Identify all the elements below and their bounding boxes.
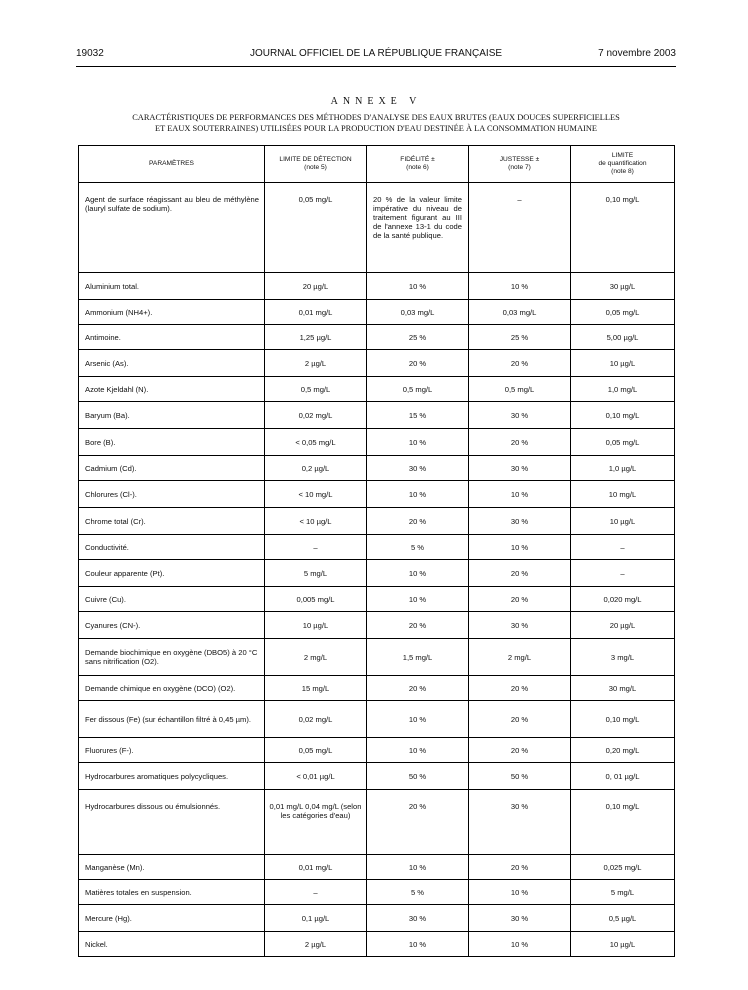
cell-justesse: 30 % bbox=[469, 905, 571, 932]
table-row bbox=[79, 790, 675, 855]
cell-parametre: Azote Kjeldahl (N). bbox=[79, 377, 265, 402]
table-row bbox=[79, 612, 675, 639]
column-header-justesse: JUSTESSE ± (note 7) bbox=[469, 146, 571, 183]
performance-table bbox=[78, 145, 675, 957]
cell-fidelite: 20 % bbox=[367, 676, 469, 701]
cell-parametre: Manganèse (Mn). bbox=[79, 855, 265, 880]
cell-justesse: 10 % bbox=[469, 880, 571, 905]
cell-fidelite: 20 % de la valeur limite impérative du niveau de traitement figurant au III de l'annexe 13-1 du code de la santé publique. bbox=[367, 183, 469, 273]
cell-parametre: Chlorures (Cl-). bbox=[79, 481, 265, 508]
cell-fidelite: 10 % bbox=[367, 587, 469, 612]
cell-parametre: Antimoine. bbox=[79, 325, 265, 350]
table-row bbox=[79, 639, 675, 676]
cell-limite-quantification: 0,10 mg/L bbox=[571, 790, 675, 855]
table-row bbox=[79, 508, 675, 535]
table-row bbox=[79, 183, 675, 273]
cell-justesse: 0,03 mg/L bbox=[469, 300, 571, 325]
journal-title: JOURNAL OFFICIEL DE LA RÉPUBLIQUE FRANÇAISE bbox=[249, 48, 503, 59]
cell-fidelite: 20 % bbox=[367, 508, 469, 535]
cell-limite-detection: < 10 mg/L bbox=[265, 481, 367, 508]
cell-parametre: Demande biochimique en oxygène (DBO5) à 20 °C sans nitrification (O2). bbox=[79, 639, 265, 676]
cell-parametre: Couleur apparente (Pt). bbox=[79, 560, 265, 587]
cell-fidelite: 25 % bbox=[367, 325, 469, 350]
cell-limite-quantification: 1,0 mg/L bbox=[571, 377, 675, 402]
table-row bbox=[79, 587, 675, 612]
cell-limite-detection: 0,1 µg/L bbox=[265, 905, 367, 932]
cell-parametre: Mercure (Hg). bbox=[79, 905, 265, 932]
cell-limite-quantification: 5,00 µg/L bbox=[571, 325, 675, 350]
cell-limite-detection: 2 µg/L bbox=[265, 350, 367, 377]
cell-parametre: Fer dissous (Fe) (sur échantillon filtré à 0,45 µm). bbox=[79, 701, 265, 738]
table-row bbox=[79, 300, 675, 325]
publication-date: 7 novembre 2003 bbox=[598, 48, 676, 59]
cell-fidelite: 1,5 mg/L bbox=[367, 639, 469, 676]
cell-parametre: Chrome total (Cr). bbox=[79, 508, 265, 535]
cell-justesse: 2 mg/L bbox=[469, 639, 571, 676]
cell-parametre: Cadmium (Cd). bbox=[79, 456, 265, 481]
cell-justesse: 30 % bbox=[469, 402, 571, 429]
cell-limite-quantification: 0,05 mg/L bbox=[571, 300, 675, 325]
cell-limite-quantification: 5 mg/L bbox=[571, 880, 675, 905]
cell-limite-quantification: 0,20 mg/L bbox=[571, 738, 675, 763]
cell-limite-detection: 2 mg/L bbox=[265, 639, 367, 676]
cell-limite-quantification: 10 µg/L bbox=[571, 350, 675, 377]
cell-limite-quantification: 0,025 mg/L bbox=[571, 855, 675, 880]
cell-fidelite: 0,5 mg/L bbox=[367, 377, 469, 402]
cell-limite-quantification: – bbox=[571, 535, 675, 560]
cell-limite-quantification: 0,020 mg/L bbox=[571, 587, 675, 612]
cell-limite-quantification: 30 µg/L bbox=[571, 273, 675, 300]
cell-fidelite: 20 % bbox=[367, 612, 469, 639]
cell-parametre: Ammonium (NH4+). bbox=[79, 300, 265, 325]
cell-justesse: 20 % bbox=[469, 738, 571, 763]
table-row bbox=[79, 880, 675, 905]
table-row bbox=[79, 377, 675, 402]
annex-title: ANNEXE V bbox=[330, 96, 422, 107]
cell-justesse: – bbox=[469, 183, 571, 273]
cell-fidelite: 5 % bbox=[367, 535, 469, 560]
table-header-row bbox=[79, 146, 675, 183]
cell-fidelite: 10 % bbox=[367, 855, 469, 880]
cell-parametre: Demande chimique en oxygène (DCO) (O2). bbox=[79, 676, 265, 701]
cell-limite-quantification: 1,0 µg/L bbox=[571, 456, 675, 481]
cell-fidelite: 10 % bbox=[367, 481, 469, 508]
cell-fidelite: 10 % bbox=[367, 273, 469, 300]
cell-justesse: 10 % bbox=[469, 273, 571, 300]
cell-fidelite: 5 % bbox=[367, 880, 469, 905]
cell-justesse: 20 % bbox=[469, 429, 571, 456]
table-row bbox=[79, 855, 675, 880]
cell-justesse: 30 % bbox=[469, 456, 571, 481]
cell-limite-detection: 0,01 mg/L bbox=[265, 300, 367, 325]
cell-fidelite: 30 % bbox=[367, 905, 469, 932]
table-row bbox=[79, 763, 675, 790]
page-header bbox=[76, 48, 676, 64]
cell-parametre: Conductivité. bbox=[79, 535, 265, 560]
table-row bbox=[79, 701, 675, 738]
cell-parametre: Matières totales en suspension. bbox=[79, 880, 265, 905]
table-row bbox=[79, 402, 675, 429]
cell-fidelite: 10 % bbox=[367, 738, 469, 763]
caption-line-1: CARACTÉRISTIQUES DE PERFORMANCES DES MÉTHODES D'ANALYSE DES EAUX BRUTES (EAUX DOUCES SUPERFICIELLES bbox=[132, 113, 620, 122]
cell-limite-detection: < 0,05 mg/L bbox=[265, 429, 367, 456]
cell-fidelite: 10 % bbox=[367, 429, 469, 456]
cell-limite-quantification: 10 µg/L bbox=[571, 508, 675, 535]
cell-limite-quantification: 0, 01 µg/L bbox=[571, 763, 675, 790]
cell-limite-quantification: 20 µg/L bbox=[571, 612, 675, 639]
cell-limite-quantification: 0,10 mg/L bbox=[571, 183, 675, 273]
table-row bbox=[79, 429, 675, 456]
cell-justesse: 10 % bbox=[469, 535, 571, 560]
cell-justesse: 10 % bbox=[469, 481, 571, 508]
cell-limite-quantification: 0,5 µg/L bbox=[571, 905, 675, 932]
table-row bbox=[79, 905, 675, 932]
table-row bbox=[79, 560, 675, 587]
cell-limite-detection: 0,2 µg/L bbox=[265, 456, 367, 481]
table-row bbox=[79, 481, 675, 508]
cell-justesse: 25 % bbox=[469, 325, 571, 350]
cell-limite-detection: 0,05 mg/L bbox=[265, 738, 367, 763]
column-header-quantification: LIMITE de quantification (note 8) bbox=[571, 146, 675, 183]
cell-fidelite: 10 % bbox=[367, 701, 469, 738]
cell-limite-detection: 2 µg/L bbox=[265, 932, 367, 957]
cell-parametre: Aluminium total. bbox=[79, 273, 265, 300]
cell-justesse: 20 % bbox=[469, 855, 571, 880]
cell-fidelite: 0,03 mg/L bbox=[367, 300, 469, 325]
cell-limite-detection: – bbox=[265, 535, 367, 560]
cell-parametre: Hydrocarbures dissous ou émulsionnés. bbox=[79, 790, 265, 855]
table-row bbox=[79, 676, 675, 701]
cell-limite-detection: 0,05 mg/L bbox=[265, 183, 367, 273]
cell-fidelite: 50 % bbox=[367, 763, 469, 790]
table-row bbox=[79, 325, 675, 350]
cell-justesse: 20 % bbox=[469, 350, 571, 377]
cell-limite-quantification: 10 µg/L bbox=[571, 932, 675, 957]
cell-parametre: Fluorures (F-). bbox=[79, 738, 265, 763]
cell-parametre: Baryum (Ba). bbox=[79, 402, 265, 429]
cell-limite-detection: 10 µg/L bbox=[265, 612, 367, 639]
cell-limite-detection: 1,25 µg/L bbox=[265, 325, 367, 350]
cell-fidelite: 20 % bbox=[367, 790, 469, 855]
cell-justesse: 20 % bbox=[469, 560, 571, 587]
cell-parametre: Hydrocarbures aromatiques polycycliques. bbox=[79, 763, 265, 790]
cell-limite-quantification: 0,10 mg/L bbox=[571, 402, 675, 429]
cell-limite-detection: 0,5 mg/L bbox=[265, 377, 367, 402]
cell-limite-detection: 0,02 mg/L bbox=[265, 701, 367, 738]
table-row bbox=[79, 456, 675, 481]
cell-justesse: 20 % bbox=[469, 701, 571, 738]
cell-justesse: 10 % bbox=[469, 932, 571, 957]
cell-justesse: 30 % bbox=[469, 612, 571, 639]
caption-line-2: ET EAUX SOUTERRAINES) UTILISÉES POUR LA PRODUCTION D'EAU DESTINÉE À LA CONSOMMATION HUMAINE bbox=[155, 124, 597, 133]
cell-limite-quantification: 0,10 mg/L bbox=[571, 701, 675, 738]
cell-justesse: 20 % bbox=[469, 587, 571, 612]
column-header-detection: LIMITE DE DÉTECTION (note 5) bbox=[265, 146, 367, 183]
cell-limite-quantification: 3 mg/L bbox=[571, 639, 675, 676]
cell-limite-detection: 5 mg/L bbox=[265, 560, 367, 587]
cell-fidelite: 15 % bbox=[367, 402, 469, 429]
cell-limite-quantification: 10 mg/L bbox=[571, 481, 675, 508]
table-caption bbox=[76, 112, 676, 134]
cell-parametre: Nickel. bbox=[79, 932, 265, 957]
cell-fidelite: 30 % bbox=[367, 456, 469, 481]
cell-limite-quantification: 30 mg/L bbox=[571, 676, 675, 701]
cell-parametre: Bore (B). bbox=[79, 429, 265, 456]
cell-limite-detection: < 0,01 µg/L bbox=[265, 763, 367, 790]
cell-fidelite: 10 % bbox=[367, 560, 469, 587]
cell-limite-detection: 0,02 mg/L bbox=[265, 402, 367, 429]
cell-limite-detection: 0,01 mg/L bbox=[265, 855, 367, 880]
cell-limite-detection: 0,005 mg/L bbox=[265, 587, 367, 612]
cell-justesse: 0,5 mg/L bbox=[469, 377, 571, 402]
cell-parametre: Agent de surface réagissant au bleu de méthylène (lauryl sulfate de sodium). bbox=[79, 183, 265, 273]
cell-limite-detection: – bbox=[265, 880, 367, 905]
column-header-fidelite: FIDÉLITÉ ± (note 6) bbox=[367, 146, 469, 183]
cell-limite-detection: 15 mg/L bbox=[265, 676, 367, 701]
cell-parametre: Cyanures (CN-). bbox=[79, 612, 265, 639]
cell-limite-quantification: – bbox=[571, 560, 675, 587]
table-row bbox=[79, 738, 675, 763]
cell-fidelite: 20 % bbox=[367, 350, 469, 377]
table-row bbox=[79, 932, 675, 957]
cell-justesse: 30 % bbox=[469, 508, 571, 535]
table-row bbox=[79, 535, 675, 560]
cell-parametre: Arsenic (As). bbox=[79, 350, 265, 377]
cell-justesse: 50 % bbox=[469, 763, 571, 790]
header-rule bbox=[76, 66, 676, 67]
table-row bbox=[79, 273, 675, 300]
page-number: 19032 bbox=[76, 48, 104, 59]
cell-justesse: 30 % bbox=[469, 790, 571, 855]
table-row bbox=[79, 350, 675, 377]
cell-limite-quantification: 0,05 mg/L bbox=[571, 429, 675, 456]
cell-limite-detection: 20 µg/L bbox=[265, 273, 367, 300]
cell-limite-detection: < 10 µg/L bbox=[265, 508, 367, 535]
cell-justesse: 20 % bbox=[469, 676, 571, 701]
table-body bbox=[79, 183, 675, 957]
cell-limite-detection: 0,01 mg/L 0,04 mg/L (selon les catégories d'eau) bbox=[265, 790, 367, 855]
column-header-parametres: PARAMÈTRES bbox=[79, 146, 265, 183]
cell-parametre: Cuivre (Cu). bbox=[79, 587, 265, 612]
cell-fidelite: 10 % bbox=[367, 932, 469, 957]
